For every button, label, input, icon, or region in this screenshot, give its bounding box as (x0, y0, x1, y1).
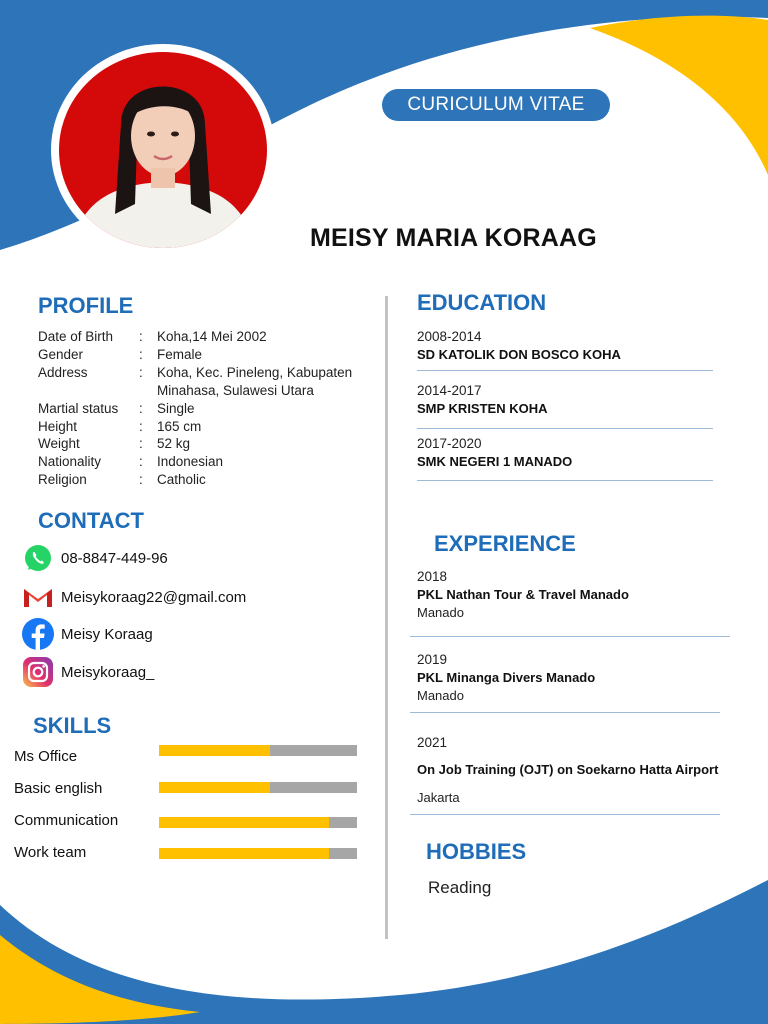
profile-value: Koha,14 Mei 2002 (157, 329, 267, 344)
profile-value: 165 cm (157, 419, 202, 434)
skill-label: Work team (14, 844, 87, 861)
experience-place: Jakarta (417, 790, 460, 805)
column-divider (385, 296, 388, 939)
experience-title: PKL Minanga Divers Manado (417, 670, 596, 685)
profile-value: Female (157, 347, 203, 362)
skill-bar (159, 848, 357, 859)
experience-place: Manado (417, 688, 464, 703)
skill-label: Basic english (14, 780, 103, 797)
whatsapp-icon (20, 541, 56, 575)
experience-place: Manado (417, 605, 464, 620)
profile-photo (51, 44, 275, 256)
experience-year: 2021 (417, 735, 448, 750)
education-divider (417, 370, 713, 371)
skill-bar-fill (159, 817, 329, 828)
experience-divider (410, 814, 720, 815)
contact-phone[interactable] (20, 541, 168, 575)
profile-label: Date of Birth (38, 329, 114, 344)
gmail-icon (20, 580, 56, 614)
profile-value: Koha, Kec. Pineleng, Kabupaten Minahasa, Sulawesi Utara (157, 365, 353, 398)
skill-bar-fill (159, 745, 270, 756)
profile-separator: : (139, 472, 143, 487)
profile-value: Indonesian (157, 454, 224, 469)
profile-label: Height (38, 419, 78, 434)
education-divider (417, 428, 713, 429)
profile-separator: : (139, 436, 143, 451)
education-school: SD KATOLIK DON BOSCO KOHA (417, 347, 621, 362)
profile-label: Gender (38, 347, 84, 362)
profile-separator: : (139, 347, 143, 362)
hobby-item: Reading (428, 878, 492, 897)
profile-label: Nationality (38, 454, 102, 469)
hobbies-heading: HOBBIES (426, 839, 527, 864)
top-yellow-swoosh (590, 16, 768, 175)
experience-divider (410, 636, 730, 637)
profile-label: Religion (38, 472, 87, 487)
contact-phone-text: 08-8847-449-96 (61, 549, 168, 567)
contact-email[interactable] (20, 580, 246, 614)
profile-separator: : (139, 454, 143, 469)
profile-separator: : (139, 329, 143, 344)
skill-label: Communication (14, 812, 119, 829)
contact-instagram[interactable] (20, 655, 154, 689)
skills-heading: SKILLS (33, 713, 112, 738)
profile-value: 52 kg (157, 436, 191, 451)
profile-separator: : (139, 401, 143, 416)
skill-bar (159, 745, 357, 756)
skill-label: Ms Office (14, 748, 78, 765)
experience-divider (410, 712, 720, 713)
contact-facebook[interactable] (20, 617, 153, 651)
education-heading: EDUCATION (417, 290, 547, 315)
contact-instagram-text: Meisykoraag_ (61, 663, 155, 681)
contact-facebook-text: Meisy Koraag (61, 625, 153, 643)
contact-email-text: Meisykoraag22@gmail.com (61, 588, 247, 606)
profile-heading: PROFILE (38, 293, 134, 318)
profile-label: Address (38, 365, 88, 380)
contact-heading: CONTACT (38, 508, 144, 533)
profile-value: Single (157, 401, 195, 416)
cv-title-badge: CURICULUM VITAE (382, 89, 610, 121)
skill-bar-fill (159, 782, 270, 793)
profile-separator: : (139, 419, 143, 434)
education-years: 2017-2020 (417, 436, 482, 451)
education-years: 2014-2017 (417, 383, 482, 398)
education-years: 2008-2014 (417, 329, 482, 344)
skill-bar (159, 782, 357, 793)
profile-separator: : (139, 365, 143, 380)
profile-label: Martial status (38, 401, 119, 416)
skill-bar (159, 817, 357, 828)
experience-title: On Job Training (OJT) on Soekarno Hatta Airport (417, 762, 719, 777)
education-school: SMK NEGERI 1 MANADO (417, 454, 573, 469)
experience-year: 2018 (417, 569, 448, 584)
experience-heading: EXPERIENCE (434, 531, 576, 556)
education-divider (417, 480, 713, 481)
skill-bar-fill (159, 848, 329, 859)
experience-title: PKL Nathan Tour & Travel Manado (417, 587, 629, 602)
facebook-icon (20, 617, 56, 651)
full-name: MEISY MARIA KORAAG (310, 224, 597, 252)
profile-label: Weight (38, 436, 80, 451)
experience-year: 2019 (417, 652, 448, 667)
education-school: SMP KRISTEN KOHA (417, 401, 548, 416)
profile-value: Catholic (157, 472, 206, 487)
instagram-icon (20, 655, 56, 689)
